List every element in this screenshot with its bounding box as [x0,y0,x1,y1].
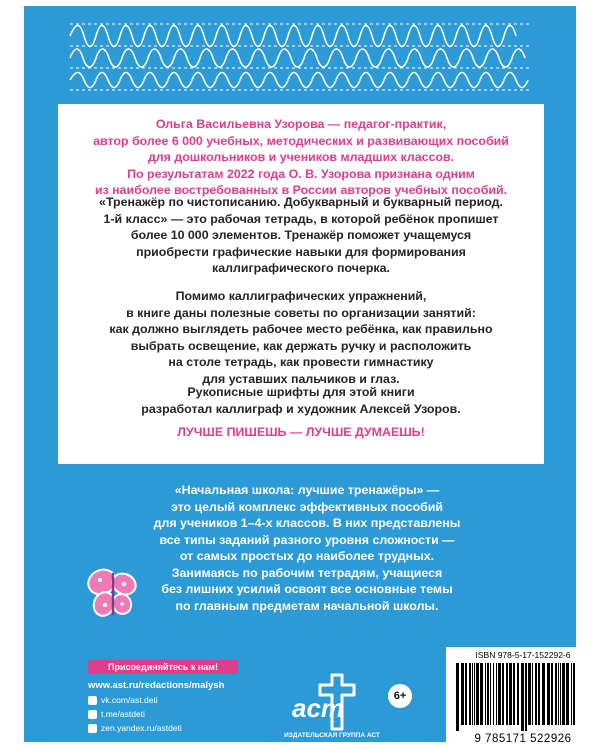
cover-background [24,6,576,742]
barcode-bar [490,663,491,725]
telegram-icon [88,710,97,719]
text-panel [58,104,544,464]
barcode-bar [465,663,467,725]
barcode-bar [476,663,479,725]
barcode-bar [538,663,540,725]
website-link[interactable]: www.ast.ru/redactions/malysh [88,680,225,691]
barcode-bar [560,663,561,725]
barcode-bar [525,663,527,731]
barcode-bar [551,663,553,725]
barcode-bar [571,663,572,725]
barcode-bar [496,663,497,725]
barcode-bar [498,663,501,725]
book-description: «Тренажёр по чистописанию. Добукварный и букварный период. 1-й класс» — это рабочая тетрадь, в которой ребёнок пропишет более 10 000 элементов. Тренажёр поможет учащемуся приобрести графические навыки для формирования каллиграфического почерка. [99,195,503,275]
join-us-banner: Присоединяйтесь к нам! [88,660,238,674]
book-tips: Помимо каллиграфических упражнений, в книге даны полезные советы по организации занятий: как должно выглядеть рабочее место ребёнка, как правильно выбрать освещение, как держать ручку и расположить на столе тетрадь, как провести гимнастику для уставших пальчиков и глаз. [109,289,493,386]
barcode-bar [521,663,524,731]
fonts-credit: Рукописные шрифты для этой книги разработал каллиграф и художник Алексей Узоров. [141,385,461,416]
barcode-bar [558,663,559,725]
barcode-bar [562,663,565,725]
ast-logo-text: аст [292,693,345,723]
barcode-bar [555,663,557,725]
barcode-bar [472,663,473,725]
barcode-bar [535,663,537,725]
slogan: ЛУЧШЕ ПИШЕШЬ — ЛУЧШЕ ДУМАЕШЬ! [177,425,425,439]
ean-number: 9 785171 522926 [474,733,572,742]
social-link-text: zen.yandex.ru/astdeti [101,723,182,733]
isbn-box [446,647,576,742]
barcode-bar [506,663,508,725]
barcode-bar [509,663,512,725]
barcode-bar [547,663,550,725]
social-telegram[interactable] [88,708,145,720]
barcode-bar [528,663,531,725]
barcode-bar [485,663,486,725]
barcode-bar [474,663,475,725]
barcode-bar [542,663,545,725]
butterfly-icon [82,562,144,624]
barcode-bar [480,663,483,725]
barcode-bar [487,663,489,725]
social-link-text: t.me/astdeti [101,709,145,719]
age-rating-badge: 6+ [388,684,412,708]
barcode-bar [573,663,575,725]
author-bio: Ольга Васильевна Узорова — педагог-практик, автор более 6 000 учебных, методических и развивающих пособий для дошкольников и учеников младших классов. По результатам 2022 года О. В. Узорова признана одним из наиболее востребованных в России авторов учебных пособий. [93,117,509,197]
barcode-bar [566,663,569,725]
ast-logo [286,671,370,733]
barcode-bar [461,663,464,725]
social-link-text: vk.com/ast.deti [101,695,158,705]
barcode-bar [532,663,533,725]
barcode-bar [469,663,471,725]
barcode-bar [493,663,494,725]
zen-icon [88,724,97,733]
series-description: «Начальная школа: лучшие тренажёры» — это целый комплекс эффективных пособий для учеников 1–4-х классов. В них представлены все типы заданий разного уровня сложности — от самых простых до наиболее трудных. Занимаясь по рабочим тетрадям, учащиеся без лишних усилий освоят все основные темы по главным предметам начальной школы. [153,483,461,613]
publisher-name: ИЗДАТЕЛЬСКАЯ ГРУППА АСТ [284,732,380,739]
social-zen[interactable] [88,722,182,734]
vk-icon [88,696,97,705]
barcode-bar [502,663,504,725]
barcode-bar [517,663,519,725]
barcode-bar [513,663,515,725]
isbn-text: ISBN 978-5-17-152292-6 [475,650,571,660]
barcode [454,663,576,731]
social-vk[interactable] [88,694,158,706]
handwriting-lines-decoration [24,6,576,106]
barcode-bar [456,663,459,731]
